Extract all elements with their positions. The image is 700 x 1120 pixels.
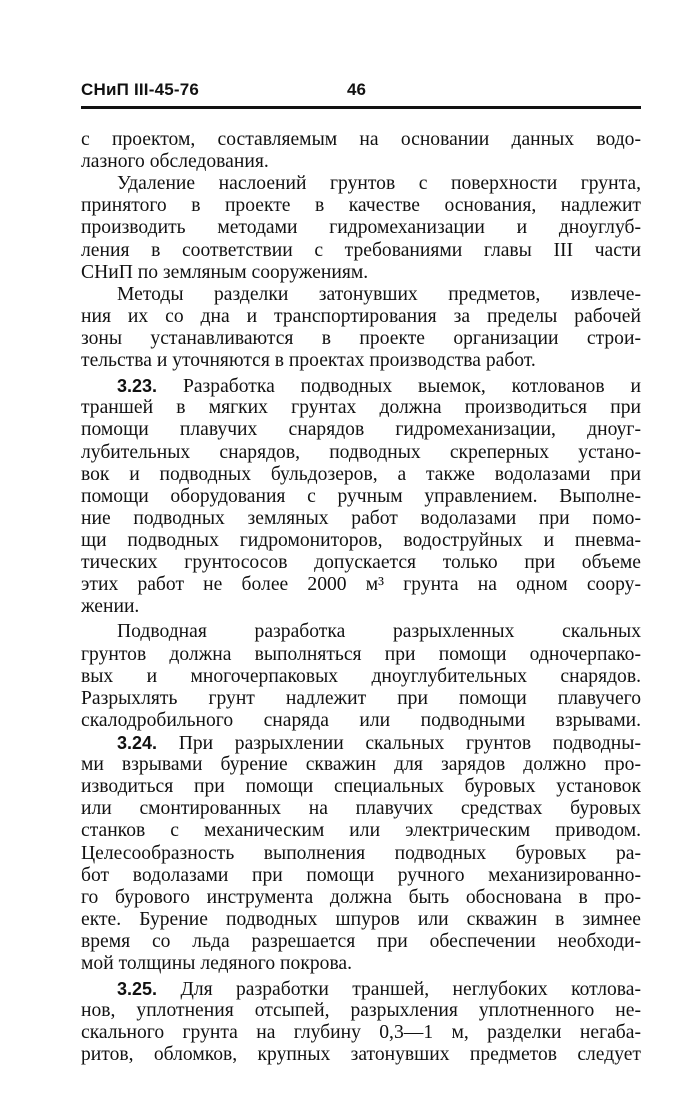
page-number: 46	[347, 80, 366, 99]
section-number: 3.24.	[117, 732, 158, 753]
text-line: нов, уплотнения отсыпей, разрыхления уплотненного не-	[81, 1000, 641, 1022]
text-line: помощи плавучих снарядов гидромеханизации, дноуг-	[81, 419, 641, 441]
text-line: этих работ не более 2000 м³ грунта на одном соору-	[81, 574, 641, 596]
document-code: СНиП III-45-76	[81, 80, 200, 99]
text-line: с проектом, составляемым на основании данных водо-	[81, 129, 641, 150]
text-line: Целесообразность выполнения подводных буровых ра-	[81, 842, 641, 864]
text-line: тельства и уточняются в проектах производства работ.	[81, 350, 536, 372]
text-line: бот водолазами при помощи ручного механизированно-	[81, 864, 641, 886]
text-fragment: Разработка подводных выемок, котлованов и	[157, 376, 641, 398]
text-line: станков с механическим или электрическим приводом.	[81, 820, 641, 842]
text-line: щи подводных гидромониторов, водоструйных и пневма-	[81, 529, 641, 551]
text-line: мой толщины ледяного покрова.	[81, 953, 353, 975]
text-line: ние подводных земляных работ водолазами при помо-	[81, 507, 641, 529]
text-line: время со льда разрешается при обеспечении необходи-	[81, 930, 641, 952]
text-line: грунтов должна выполняться при помощи одночерпако-	[81, 643, 641, 665]
text-line: ми взрывами бурение скважин для зарядов должно про-	[81, 754, 641, 776]
text-line: скального грунта на глубину 0,3—1 м, разделки негаба-	[81, 1022, 641, 1044]
text-line: или смонтированных на плавучих средствах буровых	[81, 798, 641, 820]
section-lead-line	[81, 732, 641, 754]
text-line: скалодробильного снаряда или подводными взрывами.	[81, 709, 641, 731]
text-line: екте. Бурение подводных шпуров или скважин в зимнее	[81, 908, 641, 930]
text-line: ритов, обломков, крупных затонувших предметов следует	[81, 1044, 641, 1066]
text-line: вок и подводных бульдозеров, а также водолазами при	[81, 463, 641, 485]
text-line: Подводная разработка разрыхленных скальных	[117, 621, 641, 643]
text-line: производить методами гидромеханизации и дноуглуб-	[81, 217, 641, 239]
text-line: тических грунтососов допускается только при объеме	[81, 552, 641, 574]
text-line: зоны устанавливаются в проекте организации строи-	[81, 327, 641, 349]
text-line: СНиП по земляным сооружениям.	[81, 261, 369, 283]
text-line: лубительных снарядов, подводных скреперных устано-	[81, 441, 641, 463]
text-line: ления в соответствии с требованиями главы III части	[81, 239, 641, 261]
text-line: Разрыхлять грунт надлежит при помощи плавучего	[81, 687, 641, 709]
header-rule	[81, 106, 641, 109]
section-number: 3.25.	[117, 979, 158, 1000]
section-lead-line	[81, 375, 641, 397]
text-line: Методы разделки затонувших предметов, извлече-	[117, 283, 641, 305]
page-header	[81, 80, 641, 106]
section-number: 3.23.	[117, 376, 158, 397]
text-line: помощи оборудования с ручным управлением. Выполне-	[81, 485, 641, 507]
text-fragment: При разрыхлении скальных грунтов подводны-	[157, 732, 641, 754]
text-line: го бурового инструмента должна быть обоснована в про-	[81, 886, 641, 908]
text-fragment: Для разработки траншей, неглубоких котлова-	[157, 979, 641, 1001]
text-line: изводиться при помощи специальных буровых установок	[81, 776, 641, 798]
text-line: вых и многочерпаковых дноуглубительных снарядов.	[81, 665, 641, 687]
text-line: ния их со дна и транспортирования за пределы рабочей	[81, 305, 641, 327]
text-line: Удаление наслоений грунтов с поверхности грунта,	[117, 173, 641, 195]
text-line: лазного обследования.	[81, 151, 269, 173]
text-line: траншей в мягких грунтах должна производиться при	[81, 397, 641, 419]
section-lead-line	[81, 978, 641, 1000]
text-line: жении.	[81, 596, 140, 618]
text-line: принятого в проекте в качестве основания, надлежит	[81, 195, 641, 217]
body-text	[81, 129, 641, 1067]
